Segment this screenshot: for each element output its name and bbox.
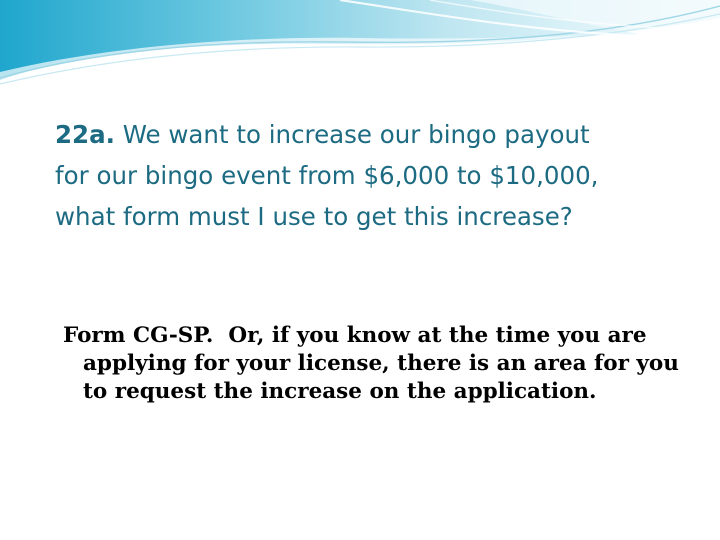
question-text-block (55, 114, 615, 237)
question-number: 22a. (55, 120, 115, 149)
question-body: We want to increase our bingo payout for our bingo event from $6,000 to $10,000, what form must I use to get this increase? (55, 120, 599, 231)
answer-text: Form CG-SP. Or, if you know at the time you are applying for your license, there is an area for you to request the increase on the application. (63, 323, 687, 404)
decorative-wave-header (0, 0, 720, 90)
